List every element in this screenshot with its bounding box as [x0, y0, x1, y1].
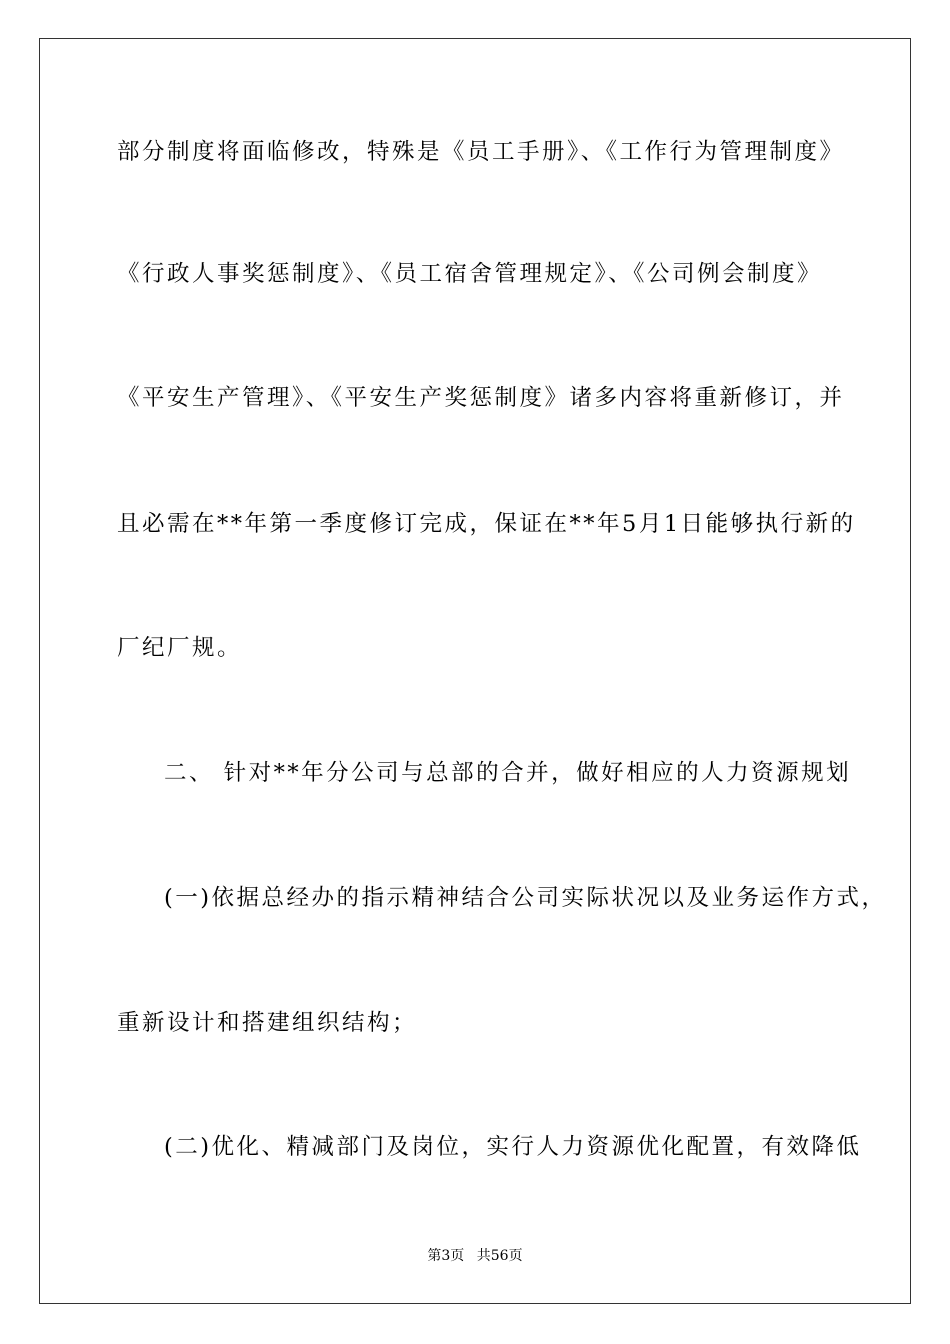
- body-line-4: 且必需在**年第一季度修订完成，保证在**年5月1日能够执行新的: [117, 511, 856, 537]
- page-frame: [39, 38, 911, 1304]
- body-line-7: (一)依据总经办的指示精神结合公司实际状况以及业务运作方式，: [164, 885, 887, 911]
- page-footer: [0, 1247, 950, 1265]
- body-line-1: 部分制度将面临修改，特殊是《员工手册》、《工作行为管理制度》: [117, 139, 845, 165]
- body-line-3: 《平安生产管理》、《平安生产奖惩制度》诸多内容将重新修订，并: [117, 385, 845, 411]
- total-page-count: 共56页: [476, 1248, 523, 1264]
- body-line-9: (二)优化、精减部门及岗位，实行人力资源优化配置，有效降低: [164, 1134, 862, 1160]
- body-line-8: 重新设计和搭建组织结构；: [117, 1010, 418, 1036]
- body-line-5: 厂纪厂规。: [117, 635, 243, 661]
- body-line-2: 《行政人事奖惩制度》、《员工宿舍管理规定》、《公司例会制度》: [117, 261, 823, 287]
- section-heading-2: 二、 针对**年分公司与总部的合并，做好相应的人力资源规划: [164, 760, 852, 786]
- current-page-number: 第3页: [427, 1248, 465, 1264]
